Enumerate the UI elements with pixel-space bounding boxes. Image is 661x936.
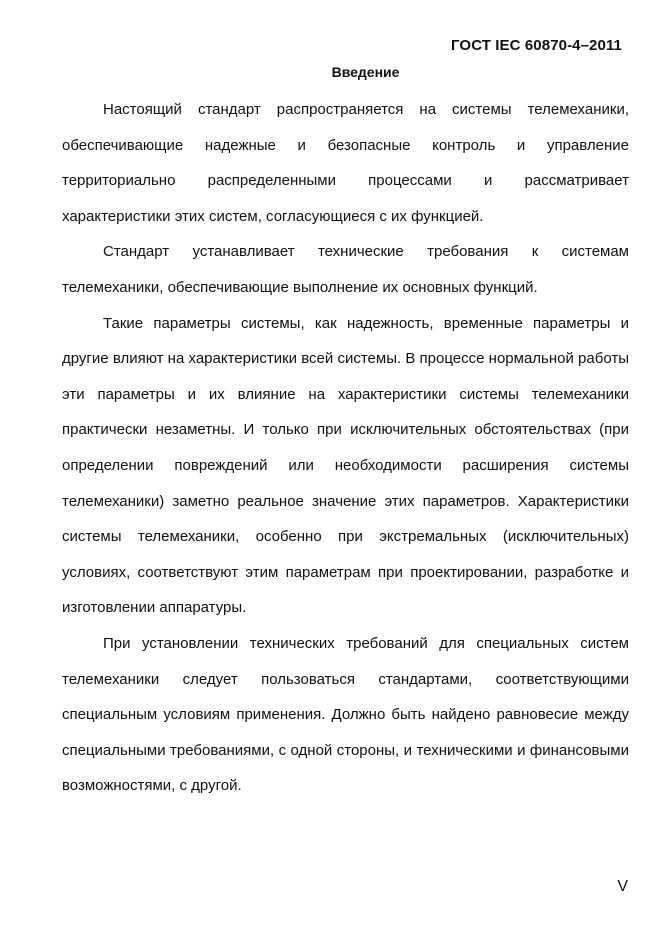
standard-code: ГОСТ IEC 60870-4–2011 [451, 37, 622, 54]
paragraph-scope: Настоящий стандарт распространяется на системы телемеханики, обеспечивающие надежные и безопасные контроль и управление территориально распределенными процессами и рассматривает характеристики этих систем, согласующиеся с их функцией. [62, 101, 629, 225]
paragraph-special-systems: При установлении технических требований для специальных систем телемеханики следует пользоваться стандартами, соответствующими специальным условиям применения. Должно быть найдено равновесие между специальными требованиями, с одной стороны, и техническими и финансовыми возможностями, с другой. [62, 634, 629, 795]
page-number: V [617, 878, 628, 895]
paragraph-requirements: Стандарт устанавливает технические требования к системам телемеханики, обеспечивающие выполнение их основных функций. [62, 243, 629, 296]
document-body [62, 92, 629, 804]
paragraph-parameters: Такие параметры системы, как надежность, временные параметры и другие влияют на характеристики всей системы. В процессе нормальной работы эти параметры и их влияние на характеристики системы телемеханики практически незаметны. И только при исключительных обстоятельствах (при определении повреждений или необходимости расширения системы телемеханики) заметно реальное значение этих параметров. Характеристики системы телемеханики, особенно при экстремальных (исключительных) условиях, соответствуют этим параметрам при проектировании, разработке и изготовлении аппаратуры. [62, 314, 629, 617]
section-title: Введение [331, 64, 400, 80]
